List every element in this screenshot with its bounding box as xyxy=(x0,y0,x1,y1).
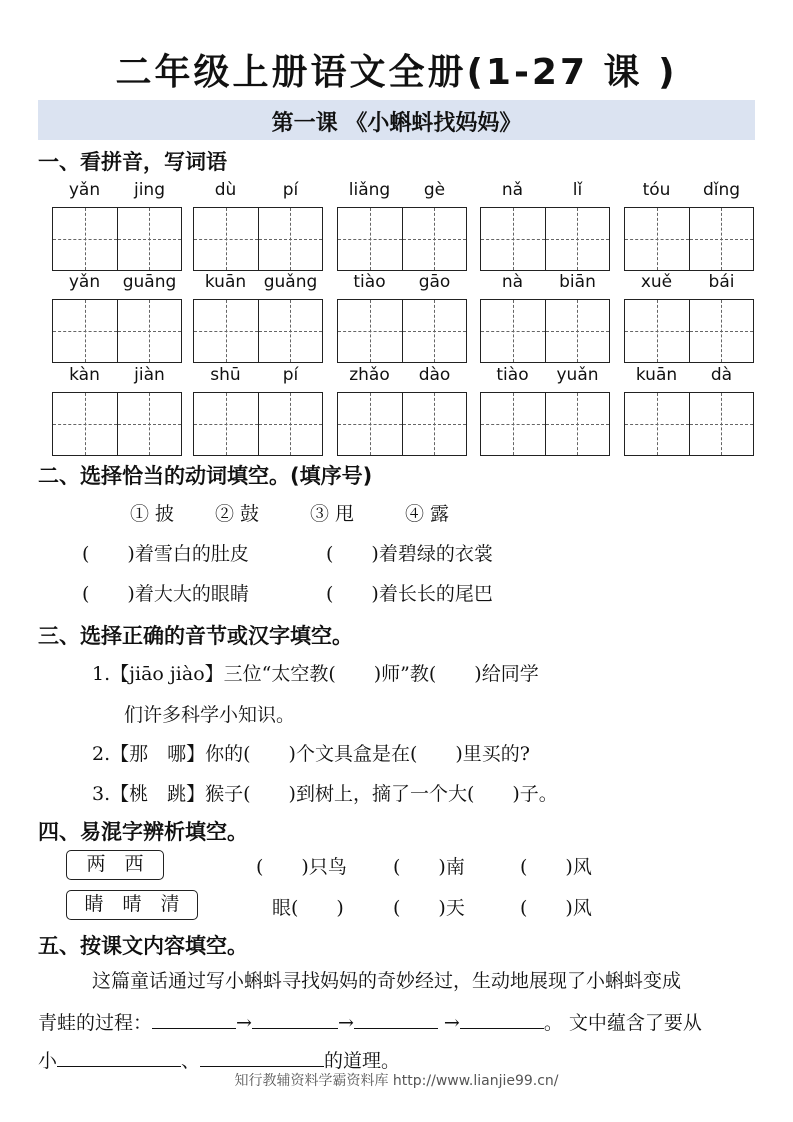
writing-grid-cell[interactable] xyxy=(338,393,402,455)
writing-grid-cell[interactable] xyxy=(689,208,754,270)
pinyin-syllable: guǎng xyxy=(263,272,318,292)
section-5-heading: 五、按课文内容填空。 xyxy=(38,934,248,958)
pinyin-syllable: kuān xyxy=(635,365,678,385)
writing-grid-cell[interactable] xyxy=(402,208,467,270)
blank-stage-4[interactable] xyxy=(460,1010,544,1029)
s5-paragraph-line-2 xyxy=(38,1008,702,1035)
writing-grid[interactable] xyxy=(52,392,182,456)
s3-line-2[interactable]: 2.【那 哪】你的( )个文具盒是在( )里买的? xyxy=(92,743,530,765)
writing-grid-cell[interactable] xyxy=(402,393,467,455)
arrow-2: → xyxy=(337,1012,354,1034)
writing-grid[interactable] xyxy=(52,207,182,271)
pinyin-syllable: kàn xyxy=(69,365,100,385)
blank-stage-1[interactable] xyxy=(152,1010,236,1029)
pinyin-syllable: tiào xyxy=(496,365,529,385)
writing-grid-cell[interactable] xyxy=(545,393,610,455)
writing-grid-cell[interactable] xyxy=(625,393,689,455)
verb-item-2[interactable]: ( )着碧绿的衣裳 xyxy=(326,543,493,565)
writing-grid-cell[interactable] xyxy=(53,300,117,362)
writing-grid[interactable] xyxy=(480,207,610,271)
writing-grid-cell[interactable] xyxy=(258,208,323,270)
pinyin-syllable: nǎ xyxy=(501,180,524,200)
writing-grid[interactable] xyxy=(193,392,323,456)
writing-grid-cell[interactable] xyxy=(194,300,258,362)
writing-grid-cell[interactable] xyxy=(194,393,258,455)
writing-grid[interactable] xyxy=(480,299,610,363)
s5-paragraph-line-1: 这篇童话通过写小蝌蚪寻找妈妈的奇妙经过，生动地展现了小蝌蚪变成 xyxy=(92,970,682,992)
writing-grid[interactable] xyxy=(480,392,610,456)
blank-lesson-2[interactable] xyxy=(200,1048,324,1067)
s5-line3-end: 的道理。 xyxy=(324,1050,401,1072)
writing-grid[interactable] xyxy=(624,299,754,363)
char-group-box-1: 两 西 xyxy=(66,850,164,880)
s5-line2-start: 青蛙的过程： xyxy=(38,1012,153,1034)
writing-grid[interactable] xyxy=(337,207,467,271)
writing-grid-cell[interactable] xyxy=(481,208,545,270)
section-3-heading: 三、选择正确的音节或汉字填空。 xyxy=(38,624,353,648)
s4-r1-item-1[interactable]: ( )只鸟 xyxy=(256,856,347,878)
verb-option-4: ④ 露 xyxy=(405,503,450,525)
writing-grid[interactable] xyxy=(193,207,323,271)
pinyin-syllable: pí xyxy=(282,180,299,200)
pinyin-syllable: gè xyxy=(423,180,446,200)
writing-grid[interactable] xyxy=(624,207,754,271)
page-title: 二年级上册语文全册(1-27 课 ) xyxy=(115,52,678,93)
writing-grid-cell[interactable] xyxy=(481,300,545,362)
pinyin-syllable: nà xyxy=(501,272,524,292)
arrow-1: → xyxy=(236,1012,252,1034)
arrow-3: → xyxy=(443,1012,460,1034)
blank-lesson-1[interactable] xyxy=(57,1048,181,1067)
verb-item-4[interactable]: ( )着长长的尾巴 xyxy=(326,583,493,605)
writing-grid-cell[interactable] xyxy=(689,393,754,455)
pinyin-syllable: dào xyxy=(418,365,451,385)
section-1-heading: 一、看拼音，写词语 xyxy=(38,150,227,174)
s4-r1-item-2[interactable]: ( )南 xyxy=(393,856,465,878)
pinyin-syllable: guāng xyxy=(122,272,177,292)
section-4-heading: 四、易混字辨析填空。 xyxy=(38,820,248,844)
s4-r1-item-3[interactable]: ( )风 xyxy=(520,856,592,878)
writing-grid-cell[interactable] xyxy=(545,300,610,362)
pinyin-syllable: zhǎo xyxy=(349,365,390,385)
section-2-heading: 二、选择恰当的动词填空。(填序号) xyxy=(38,464,373,488)
pinyin-syllable: xuě xyxy=(640,272,673,292)
writing-grid-cell[interactable] xyxy=(53,393,117,455)
writing-grid-cell[interactable] xyxy=(625,300,689,362)
s4-r2-item-3[interactable]: ( )风 xyxy=(520,897,592,919)
s3-line-1b: 们许多科学小知识。 xyxy=(124,704,296,726)
footer-watermark: 知行教辅资料学霸资料库 http://www.lianjie99.cn/ xyxy=(234,1073,559,1089)
verb-option-1: ① 披 xyxy=(130,503,175,525)
writing-grid[interactable] xyxy=(52,299,182,363)
writing-grid[interactable] xyxy=(624,392,754,456)
writing-grid-cell[interactable] xyxy=(338,300,402,362)
pinyin-syllable: tóu xyxy=(642,180,671,200)
verb-option-3: ③ 甩 xyxy=(310,503,355,525)
pinyin-syllable: jiàn xyxy=(134,365,165,385)
writing-grid-cell[interactable] xyxy=(194,208,258,270)
writing-grid-cell[interactable] xyxy=(53,208,117,270)
s3-line-3[interactable]: 3.【桃 跳】猴子( )到树上，摘了一个大( )子。 xyxy=(92,783,558,805)
s5-line3-start: 小 xyxy=(38,1050,58,1072)
writing-grid-cell[interactable] xyxy=(481,393,545,455)
blank-stage-3[interactable] xyxy=(354,1010,438,1029)
pinyin-syllable: gāo xyxy=(418,272,451,292)
pinyin-syllable: kuān xyxy=(204,272,247,292)
s4-r2-item-2[interactable]: ( )天 xyxy=(393,897,465,919)
verb-item-3[interactable]: ( )着大大的眼睛 xyxy=(82,583,249,605)
pinyin-syllable: lǐ xyxy=(572,180,583,200)
writing-grid-cell[interactable] xyxy=(625,208,689,270)
pinyin-syllable: jing xyxy=(133,180,165,200)
lesson-title: 第一课 《小蝌蚪找妈妈》 xyxy=(271,110,522,136)
writing-grid-cell[interactable] xyxy=(258,300,323,362)
pinyin-syllable: dà xyxy=(710,365,733,385)
writing-grid-cell[interactable] xyxy=(338,208,402,270)
pinyin-syllable: bái xyxy=(708,272,735,292)
writing-grid-cell[interactable] xyxy=(258,393,323,455)
pinyin-syllable: yǎn xyxy=(68,272,101,292)
pinyin-syllable: pí xyxy=(282,365,299,385)
pinyin-syllable: yuǎn xyxy=(556,365,599,385)
pinyin-syllable: yǎn xyxy=(68,180,101,200)
writing-grid[interactable] xyxy=(337,392,467,456)
verb-option-2: ② 鼓 xyxy=(215,503,260,525)
blank-stage-2[interactable] xyxy=(252,1010,338,1029)
pinyin-syllable: dù xyxy=(214,180,237,200)
char-group-box-2: 睛 晴 清 xyxy=(66,890,198,920)
pinyin-syllable: shū xyxy=(210,365,241,385)
pinyin-syllable: liǎng xyxy=(348,180,391,200)
writing-grid-cell[interactable] xyxy=(689,300,754,362)
pinyin-syllable: dǐng xyxy=(702,180,741,200)
writing-grid[interactable] xyxy=(337,299,467,363)
writing-grid-cell[interactable] xyxy=(545,208,610,270)
writing-grid[interactable] xyxy=(193,299,323,363)
pinyin-syllable: biān xyxy=(559,272,596,292)
writing-grid-cell[interactable] xyxy=(402,300,467,362)
pinyin-syllable: tiào xyxy=(353,272,386,292)
s5-line2-end: 。 文中蕴含了要从 xyxy=(543,1012,702,1034)
s5-line3-sep: 、 xyxy=(181,1050,201,1072)
writing-grid-cell[interactable] xyxy=(117,208,182,270)
s4-r2-item-1[interactable]: 眼( ) xyxy=(272,897,344,919)
verb-item-1[interactable]: ( )着雪白的肚皮 xyxy=(82,543,249,565)
writing-grid-cell[interactable] xyxy=(117,393,182,455)
s3-line-1a[interactable]: 1.【jiāo jiào】三位“太空教( )师”教( )给同学 xyxy=(92,663,539,685)
writing-grid-cell[interactable] xyxy=(117,300,182,362)
s5-paragraph-line-3 xyxy=(38,1046,400,1073)
